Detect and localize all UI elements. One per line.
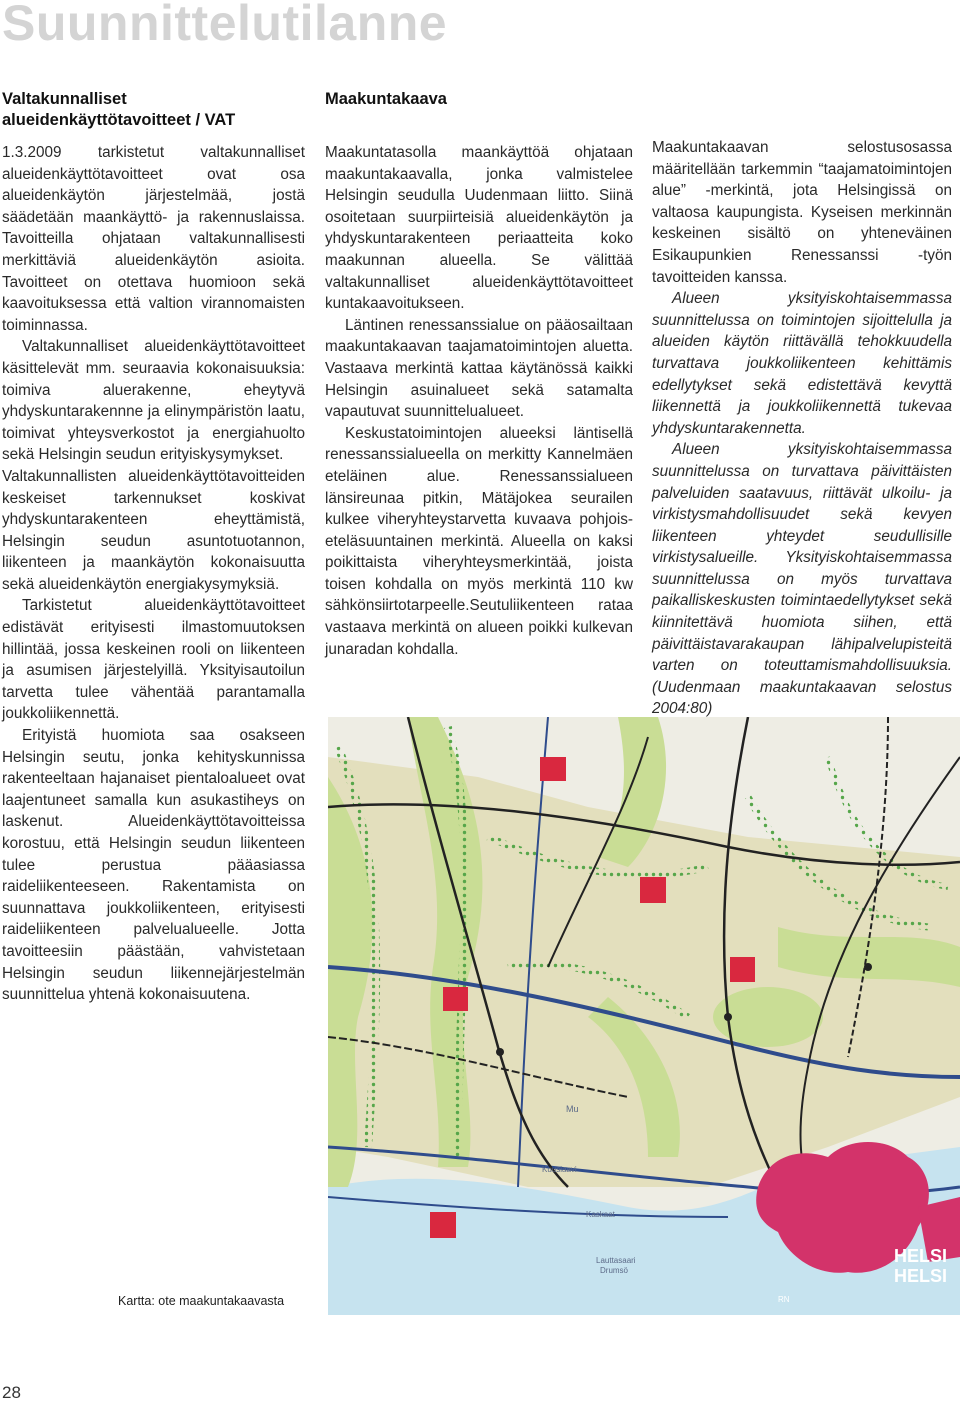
paragraph: 1.3.2009 tarkistetut valtakunnalliset alueidenkäyttötavoitteet ovat osa alueidenkäytön järjestelmää, jostä säädetään maankäyttö- ja rakennuslaissa. Tavoitteilla ohjataan valtakunnallisesti merkittäviä alueidenkäytön asioita. Tavoitteet on otettava huomioon sekä kaavoituksessa että valtion virannomaisten toiminnassa. [2, 144, 305, 334]
heading-line-2: alueidenkäyttötavoitteet / VAT [2, 111, 236, 129]
paragraph: Valtakunnallisten alueidenkäyttötavoitteiden keskeiset tarkennukset koskivat yhdyskuntarakenteen eheyttämistä, Helsingin seudun asuntotuotannon, liikenteen ja maankäytön kokonaisuutta sekä alueidenkäytön energiakysymyksiä. [2, 467, 305, 593]
column-selostus [652, 137, 952, 720]
center-marker [443, 987, 468, 1011]
place-label: Mu [566, 1104, 579, 1114]
place-label: Lauttasaari [596, 1256, 636, 1265]
paragraph: Läntinen renessanssialue on pääosailtaan maakuntakaavan taajamatoimintojen aluetta. Vastaava merkintä kattaa käytänössä kaikki Helsingin asuinalueet sekä satamalta vapautuvat suunnittelualueet. [325, 316, 633, 421]
paragraph-italic: Alueen yksityiskohtaisemmassa suunnittelussa on toimintojen sijoittelulla ja alueiden käytön riittävällä tehokkuudella turvattava joukkoliikenteen kehittämis edellytykset sekä edistettävä kevyttä liikennettä ja joukkoliikennettä tukevaa yhdyskuntarakennetta. [652, 290, 952, 437]
paragraph: Maakuntatasolla maankäyttöä ohjataan maakuntakaavalla, jonka valmistelee Helsingin seudulla Uudenmaan liitto. Siinä osoitetaan suurpiirteisiä alueidenkäytön ja yhdyskuntarakenteen periaatteita koko maakunnan alueella. Se välittää valtakunnalliset alueidenkäyttötavoitteet kuntakaavoitukseen. [325, 144, 633, 313]
paragraph: Keskustatoimintojen alueeksi läntisellä renessanssialueella on merkitty Kannelmäen eteläinen alue. Renessanssialueen länsireunaa pitkin, Mätäjokea seurailen kulkee viheryhteystarvetta kuvaava pohjois-eteläsuuntainen merkintä. Alueella on kaksi poikittaista viheryhteysmerkintää, joista toisen kohdalla on myös merkintä 110 kw sähkönsiirtotarpeelle.Seutuliikenteen rataa vastaava merkintä on alueen poikki kulkevan junaradan kohdalla. [325, 424, 633, 658]
column-vat [2, 142, 305, 1006]
center-marker [730, 957, 755, 982]
junction [496, 1048, 504, 1056]
city-label: HELSI [894, 1266, 948, 1286]
paragraph: Valtakunnalliset alueidenkäyttötavoitteet käsittelevät mm. seuraavia kokonaisuuksia: toimiva aluerakenne, eheytyvä yhdyskuntarakennne ja elinympäristön laatu, toimivat yhteysverkostot ja energiahuolto sekä Helsingin seudun erityiskysymykset. [2, 338, 305, 464]
center-marker [640, 877, 666, 903]
paragraph: Erityistä huomiota saa osakseen Helsingin seutu, jonka kehityskunnissa rakenteeltaan hajanaiset pientaloalueet ovat laajentuneet samalla kun asukastiheys on laskenut. Alueidenkäyttötavoitteissa korostuu, että Helsingin seudun liikenteen tulee perustua pääasiassa raideliikenteeseen. Rakentamista on suunnattava joukkoliikenteen, erityisesti raideliikenteen palvelualueelle. Jotta tavoitteesiin päästään, vahvistetaan Helsingin seudun liikennejärjestelmän suunnittelua yhtenä kokonaisuutena. [2, 727, 305, 1004]
section-heading-maakuntakaava: Maakuntakaava [325, 90, 447, 108]
column-maakuntakaava [325, 142, 633, 660]
junction [864, 963, 872, 971]
place-label: Kaskaat [586, 1210, 615, 1219]
place-label: Kuusiaavi [542, 1165, 577, 1174]
junction [724, 1013, 732, 1021]
page-title: Suunnittelutilanne [2, 0, 448, 51]
page-number: 28 [2, 1383, 21, 1402]
place-label: Drumsö [600, 1266, 629, 1275]
regional-plan-map [328, 717, 960, 1315]
heading-line-1: Valtakunnalliset [2, 90, 127, 108]
center-marker [540, 757, 566, 781]
paragraph: Maakuntakaavan selostusosassa määritellään tarkemmin “taajamatoimintojen alue” -merkintä, jota Helsingissä on valtaosa kaupungista. Kyseisen merkinnän keskeinen sisältö on yhteneväinen Esikaupunkien Renessanssi -työn tavoitteiden kanssa. [652, 139, 952, 286]
road-label: RN [778, 1295, 790, 1304]
center-marker [430, 1212, 456, 1238]
city-label: HELSI [894, 1246, 948, 1266]
section-heading-vat [2, 89, 302, 131]
paragraph-italic: Alueen yksityiskohtaisemmassa suunnittelussa on turvattava päivittäisten palveluiden saatavuus, riittävät ulkoilu- ja virkistysmahdollisuudet sekä kevyen liikenteen yhteydet seudullisille virkistysalueille. Yksityiskohtaisemmassa suunnittelussa on myös turvattava paikalliskeskusten toimintaedellytykset sekä kiinnitettävä huomiota siihen, että päivittäistavarakaupan lähipalvelupisteitä varten on toteuttamismahdollisuuksia. (Uudenmaan maakuntakaavan selostus 2004:80) [652, 441, 952, 718]
paragraph: Tarkistetut alueidenkäyttötavoitteet edistävät erityisesti ilmastomuutoksen hillintää, jossa keskeinen rooli on liikenteen ja asumisen järjestelyillä. Yksityisautoilun tarvetta tulee vähentää parantamalla joukkoliikennettä. [2, 597, 305, 723]
map-caption: Kartta: ote maakuntakaavasta [118, 1294, 285, 1308]
